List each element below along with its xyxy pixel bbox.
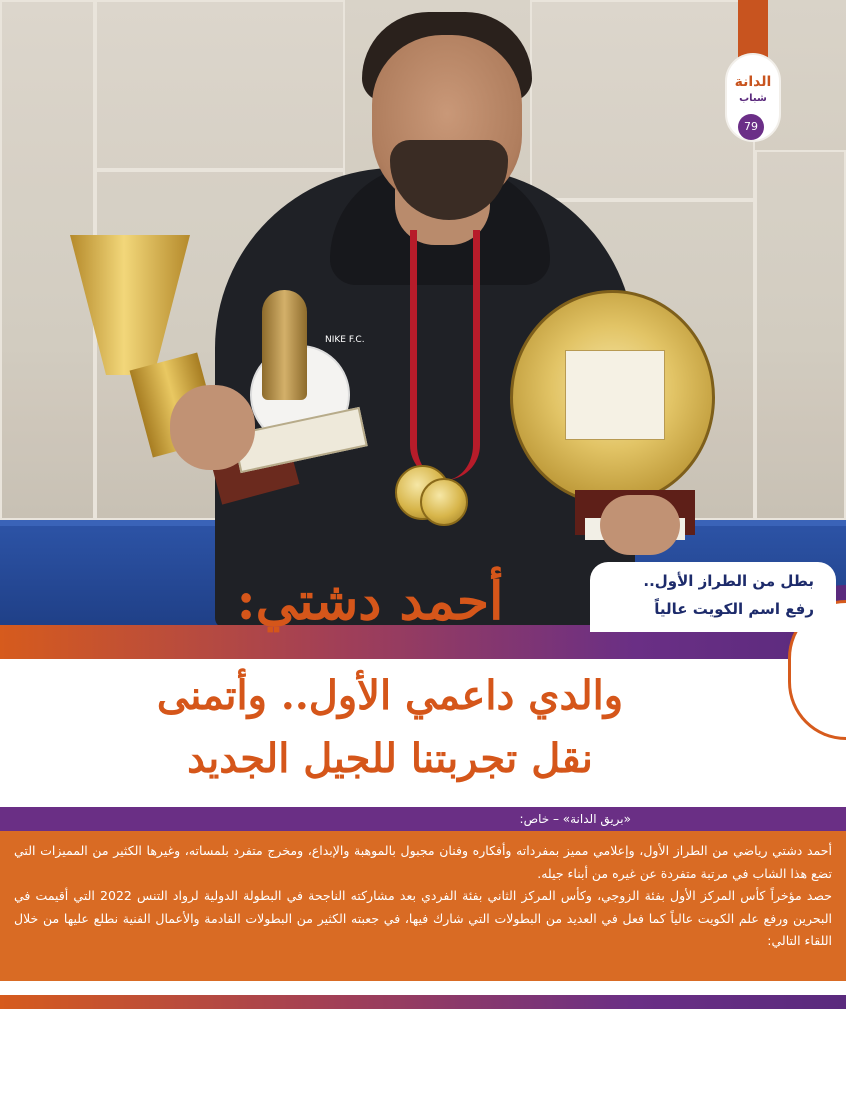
plate-dedication-card bbox=[565, 350, 665, 440]
magazine-logo: الدانة bbox=[734, 74, 772, 90]
gold-medal bbox=[420, 478, 468, 526]
headline-line-2: نقل تجربتنا للجيل الجديد bbox=[187, 735, 593, 782]
intro-paragraph-2: حصد مؤخراً كأس المركز الأول بفئة الزوجي، وكأس المركز الثاني بفئة الفردي بعد مشاركته الناجحة في البطولة الدولية لرواد التنس 2022 التي أقيمت في البحرين ورفع علم الكويت عالياً كما فعل في العديد من البطولات التي شارك فيها، في جعبته الكثير من البطولات القادمة والأعمال الفنية نطلع عليها من خلال اللقاء التالي: bbox=[14, 888, 833, 948]
tennis-player-figurine bbox=[262, 290, 307, 400]
headline-line-1: والدي داعمي الأول.. وأتمنى bbox=[156, 672, 624, 719]
intro-text bbox=[14, 840, 832, 953]
wall-panel bbox=[95, 0, 345, 170]
wall-panel bbox=[755, 150, 846, 520]
page-number: 79 bbox=[738, 114, 764, 140]
subtitle-card bbox=[590, 562, 836, 632]
byline: «بريق الدانة» – خاص: bbox=[519, 812, 631, 826]
subtitle-line-2: رفع اسم الكويت عالياً bbox=[654, 600, 814, 618]
bottom-gradient-strip bbox=[0, 995, 846, 1009]
subtitle-line-1: بطل من الطراز الأول.. bbox=[643, 572, 814, 590]
wall-panel bbox=[530, 0, 755, 200]
right-hand bbox=[600, 495, 680, 555]
shirt-logo: NIKE F.C. bbox=[325, 335, 365, 345]
medal-lanyard bbox=[410, 230, 480, 480]
section-label: شباب bbox=[739, 93, 767, 104]
credit-bar bbox=[0, 807, 846, 831]
intro-paragraph-1: أحمد دشتي رياضي من الطراز الأول، وإعلامي مميز بمفرداته وأفكاره وفنان مجبول بالموهبة والإبداع، ومخرج متفرد بلمساته، وغيرها الكثير من المميزات التي تضع هذا الشاب في مرتبة متفردة عن غيره من أبناء جيله. bbox=[14, 843, 832, 881]
interviewee-name: أحمد دشتي: bbox=[236, 571, 504, 632]
left-hand bbox=[170, 385, 255, 470]
